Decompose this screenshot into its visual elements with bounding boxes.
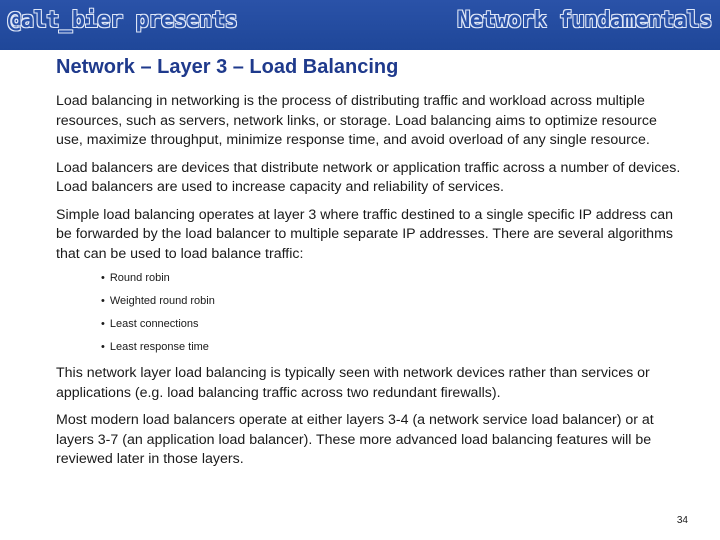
page-number: 34 — [676, 515, 688, 526]
bullet-marker: • — [101, 272, 105, 284]
algorithm-list — [56, 272, 684, 354]
list-item-label: Least connections — [109, 318, 199, 330]
list-item-label: Weighted round robin — [109, 295, 215, 307]
course-title-logo-text: Network fundamentals — [457, 8, 712, 33]
list-item — [101, 341, 684, 354]
paragraph-modern-load-balancers: Most modern load balancers operate at either layers 3-4 (a network service load balancer) or at layers 3-7 (an application load balancer). These more advanced load balancing features will be reviewed later in those layers. — [56, 412, 654, 467]
list-item-label: Least response time — [109, 341, 209, 353]
presenter-logo-text: @alt_bier presents — [8, 8, 238, 33]
slide-body — [56, 92, 684, 478]
list-item — [101, 318, 684, 331]
list-item — [101, 295, 684, 308]
bullet-marker: • — [101, 341, 105, 353]
paragraph-load-balancers: Load balancers are devices that distribute network or application traffic across a number of devices. Load balancers are used to increase capacity and reliability of services. — [56, 159, 681, 195]
bullet-marker: • — [101, 295, 105, 307]
list-item — [101, 272, 684, 285]
header-banner — [0, 0, 720, 50]
paragraph-network-devices: This network layer load balancing is typically seen with network devices rather than services or applications (e.g. load balancing traffic across two redundant firewalls). — [56, 365, 650, 401]
paragraph-definition: Load balancing in networking is the process of distributing traffic and workload across multiple resources, such as servers, network links, or storage. Load balancing aims to optimize resource use, maximize throughput, minimize response time, and avoid overload of any single resource. — [56, 93, 657, 148]
paragraph-simple-layer3: Simple load balancing operates at layer 3 where traffic destined to a single specific IP address can be forwarded by the load balancer to multiple separate IP addresses. There are several algorithms that can be used to load balance traffic: — [56, 206, 673, 262]
bullet-marker: • — [101, 318, 105, 330]
slide-title: Network – Layer 3 – Load Balancing — [56, 56, 399, 78]
list-item-label: Round robin — [109, 272, 170, 284]
